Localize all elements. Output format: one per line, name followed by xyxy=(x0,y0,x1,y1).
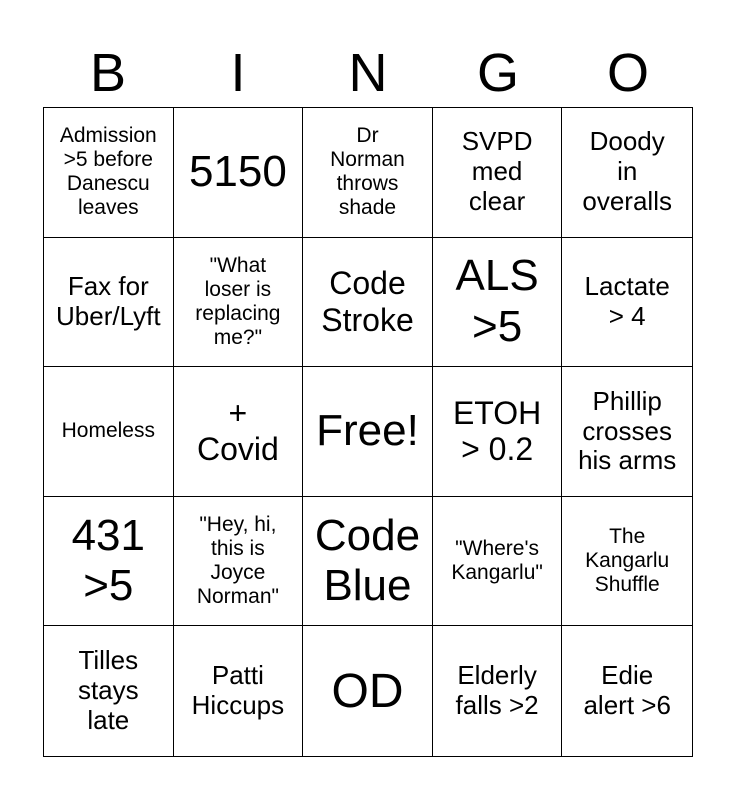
bingo-cell-r4c2[interactable]: "Hey, hi, this is Joyce Norman" xyxy=(174,497,304,627)
bingo-cell-r2c4[interactable]: ALS >5 xyxy=(433,238,563,368)
bingo-cell-r1c2[interactable]: 5150 xyxy=(174,108,304,238)
bingo-card xyxy=(43,107,693,757)
bingo-cell-r5c3[interactable]: OD xyxy=(303,626,433,756)
bingo-cell-r3c1[interactable]: Homeless xyxy=(44,367,174,497)
bingo-cell-r5c1[interactable]: Tilles stays late xyxy=(44,626,174,756)
bingo-cell-r3c5[interactable]: Phillip crosses his arms xyxy=(562,367,692,497)
bingo-cell-r4c3[interactable]: Code Blue xyxy=(303,497,433,627)
bingo-cell-r2c2[interactable]: "What loser is replacing me?" xyxy=(174,238,304,368)
bingo-header xyxy=(43,38,693,108)
bingo-cell-r4c4[interactable]: "Where's Kangarlu" xyxy=(433,497,563,627)
bingo-cell-r2c1[interactable]: Fax for Uber/Lyft xyxy=(44,238,174,368)
bingo-cell-r3c2[interactable]: + Covid xyxy=(174,367,304,497)
bingo-cell-r1c1[interactable]: Admission >5 before Danescu leaves xyxy=(44,108,174,238)
bingo-cell-r5c5[interactable]: Edie alert >6 xyxy=(583,660,671,721)
header-letter-i: I xyxy=(230,43,246,103)
bingo-cell-r2c5[interactable]: Lactate > 4 xyxy=(562,238,692,368)
header-letter-n: N xyxy=(348,43,388,103)
header-letter-o: O xyxy=(606,43,649,103)
bingo-cell-r1c3[interactable]: Dr Norman throws shade xyxy=(303,108,433,238)
bingo-cell-r5c2[interactable]: Patti Hiccups xyxy=(174,626,304,756)
header-letter-b: B xyxy=(89,43,127,103)
bingo-cell-free[interactable]: Free! xyxy=(303,367,433,497)
header-letter-g: G xyxy=(476,43,519,103)
bingo-cell-r4c5[interactable]: The Kangarlu Shuffle xyxy=(562,497,692,627)
bingo-cell-r3c4[interactable]: ETOH > 0.2 xyxy=(433,367,563,497)
bingo-cell-r5c4[interactable]: Elderly falls >2 xyxy=(433,626,563,756)
bingo-cell-r1c5[interactable]: Doody in overalls xyxy=(562,108,692,238)
bingo-cell-r1c4[interactable]: SVPD med clear xyxy=(433,108,563,238)
bingo-cell-r4c1[interactable]: 431 >5 xyxy=(44,497,174,627)
bingo-cell-r2c3[interactable]: Code Stroke xyxy=(303,238,433,368)
